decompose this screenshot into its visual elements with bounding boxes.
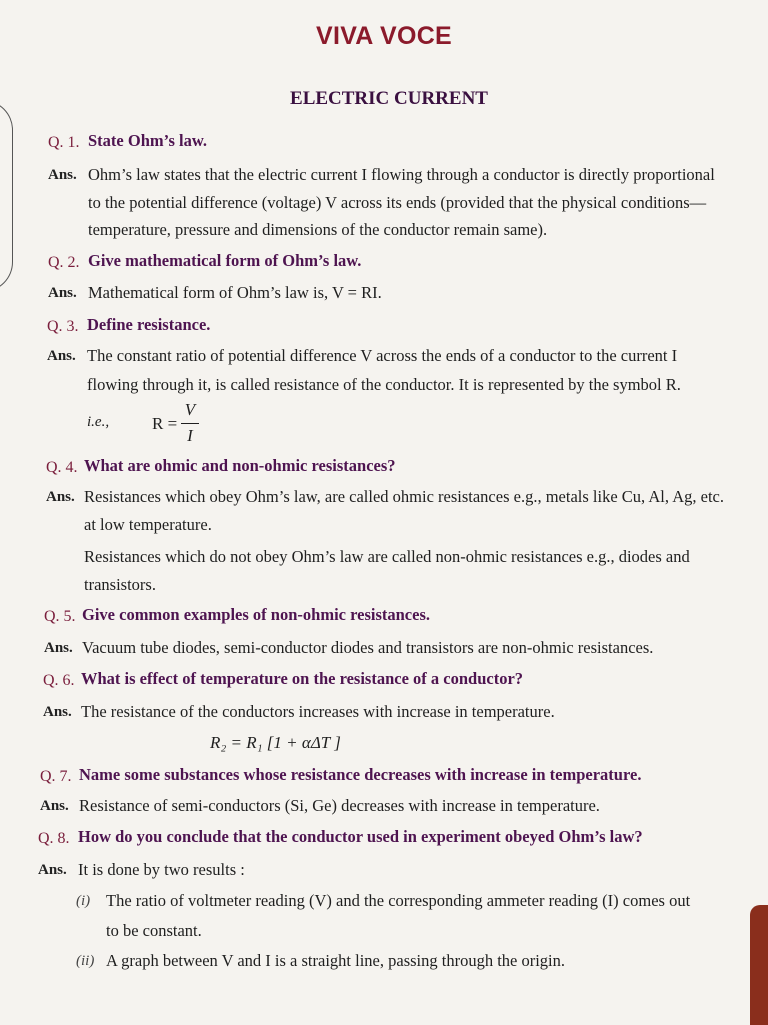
answer-line: Resistances which do not obey Ohm’s law are called non-ohmic resistances e.g., diodes and (84, 547, 690, 566)
point-line: The ratio of voltmeter reading (V) and the corresponding ammeter reading (I) comes out (106, 891, 691, 910)
answer-line: at low temperature. (84, 515, 212, 534)
formula-prefix: i.e., (87, 414, 110, 430)
answer-label: Ans. (40, 798, 69, 814)
question-number: Q. 4. (46, 459, 78, 476)
answer-label: Ans. (43, 704, 72, 720)
answer-label: Ans. (46, 489, 75, 505)
question-text: What are ohmic and non-ohmic resistances? (84, 456, 396, 475)
answer-line: Mathematical form of Ohm’s law is, V = RI. (88, 283, 382, 302)
answer-line: to the potential difference (voltage) V across its ends (provided that the physical conditions— (88, 193, 707, 212)
fraction-bar (181, 423, 199, 424)
answer-label: Ans. (47, 348, 76, 364)
question-number: Q. 5. (44, 608, 76, 625)
point-marker: (ii) (76, 953, 95, 969)
question-number: Q. 7. (40, 768, 72, 785)
point-line: A graph between V and I is a straight line, passing through the origin. (106, 951, 566, 970)
question-number: Q. 3. (47, 318, 79, 335)
question-text: How do you conclude that the conductor used in experiment obeyed Ohm’s law? (78, 827, 643, 846)
formula-denominator: I (187, 426, 193, 445)
question-number: Q. 8. (38, 830, 70, 847)
point-line: to be constant. (106, 921, 202, 940)
book-corner-tab (750, 905, 768, 1025)
answer-line: It is done by two results : (78, 860, 245, 879)
answer-line: Ohm’s law states that the electric current I flowing through a conductor is directly proportional (88, 165, 715, 184)
question-text: Give mathematical form of Ohm’s law. (88, 251, 362, 270)
answer-line: The constant ratio of potential difference V across the ends of a conductor to the current I (87, 346, 678, 365)
answer-label: Ans. (38, 862, 67, 878)
question-text: What is effect of temperature on the resistance of a conductor? (81, 669, 524, 688)
section-title: ELECTRIC CURRENT (290, 88, 488, 109)
answer-line: Resistances which obey Ohm’s law, are called ohmic resistances e.g., metals like Cu, Al, Ag, etc. (84, 487, 724, 506)
answer-line: temperature, pressure and dimensions of the conductor remain same). (88, 220, 548, 239)
question-number: Q. 2. (48, 254, 80, 271)
answer-label: Ans. (48, 167, 77, 183)
page-title: VIVA VOCE (315, 22, 453, 50)
point-marker: (i) (76, 893, 91, 909)
question-number: Q. 6. (43, 672, 75, 689)
question-text: State Ohm’s law. (88, 131, 208, 150)
formula-temperature: R₂ = R₁ [1 + αΔT ] (210, 733, 341, 752)
formula-lhs: R = (152, 414, 178, 433)
question-text: Name some substances whose resistance decreases with increase in temperature. (79, 765, 642, 784)
question-number: Q. 1. (48, 134, 80, 151)
answer-label: Ans. (44, 640, 73, 656)
page-edge-curve (0, 100, 13, 292)
question-text: Define resistance. (87, 315, 211, 334)
answer-line: transistors. (84, 575, 156, 594)
answer-line: Resistance of semi-conductors (Si, Ge) decreases with increase in temperature. (79, 796, 600, 815)
answer-label: Ans. (48, 285, 77, 301)
answer-line: flowing through it, is called resistance of the conductor. It is represented by the symbol R. (87, 375, 681, 394)
answer-line: The resistance of the conductors increases with increase in temperature. (81, 702, 555, 721)
answer-line: Vacuum tube diodes, semi-conductor diodes and transistors are non-ohmic resistances. (82, 638, 654, 657)
question-text: Give common examples of non-ohmic resistances. (82, 605, 430, 624)
formula-numerator: V (184, 400, 196, 419)
